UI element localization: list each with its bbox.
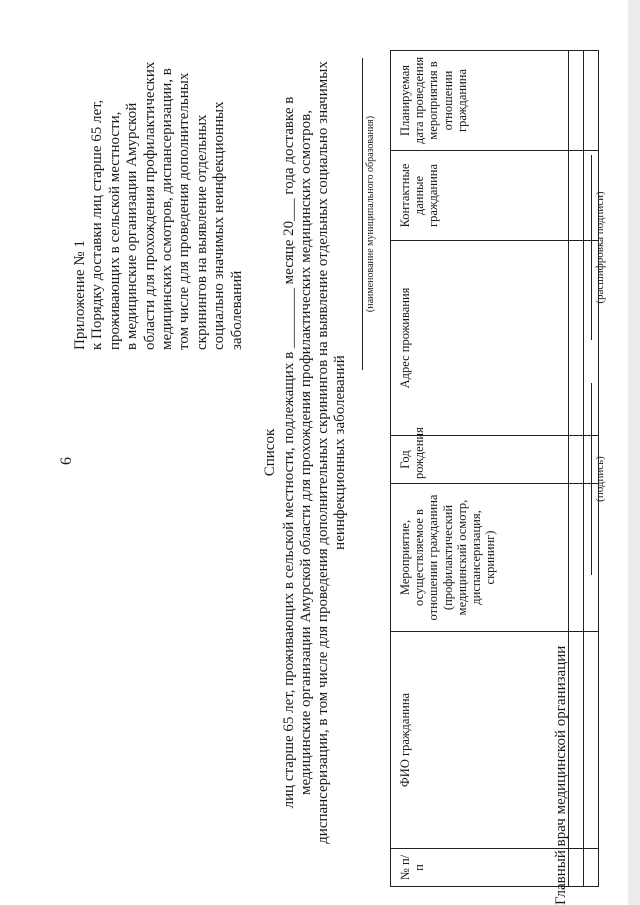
table-cell	[584, 849, 599, 887]
table-cell	[584, 51, 599, 151]
appendix-header	[72, 45, 246, 350]
table-cell	[569, 436, 584, 484]
appendix-line: заболеваний	[228, 270, 245, 350]
table-cell	[584, 632, 599, 849]
appendix-line: том числе для проведения дополнительных	[176, 72, 193, 350]
appendix-line: области для прохождения профилактических	[141, 61, 158, 350]
column-header-planned-date: Планируемая дата проведения мероприятия в отношении гражданина	[391, 51, 569, 151]
appendix-line: Приложение № 1	[72, 240, 88, 350]
signature-decoding-line	[591, 155, 592, 340]
table-row	[569, 51, 584, 887]
list-description-line: диспансеризации, в том числе для проведения дополнительных скринингов на выявление отдельных социально значимых	[315, 61, 331, 844]
chief-physician-label: Главный врач медицинской организации	[553, 645, 569, 905]
appendix-line: социально значимых неинфекционных	[211, 101, 228, 350]
table-cell	[569, 849, 584, 887]
appendix-line: скринингов на выявление отдельных	[193, 114, 210, 350]
column-header-contacts: Контактные данные гражданина	[391, 151, 569, 241]
table-header-row	[391, 51, 569, 887]
list-title: Список	[262, 428, 278, 477]
scan-edge-shadow	[628, 0, 640, 905]
column-header-number: № п/п	[391, 849, 569, 887]
column-header-address: Адрес проживания	[391, 241, 569, 436]
signature-line	[591, 383, 592, 575]
page-number: 6	[58, 457, 75, 465]
appendix-line: медицинских осмотров, диспансеризации, в	[159, 68, 176, 350]
column-header-procedure: Мероприятие, осуществляемое в отношении гражданина (профилактический медицинский осмотр, диспансеризация, скрининг)	[391, 484, 569, 632]
municipality-caption: (наименование муниципального образования)	[365, 115, 376, 313]
municipality-line	[362, 58, 363, 370]
table-cell	[569, 151, 584, 241]
table-cell	[569, 241, 584, 436]
list-description-line: лиц старше 65 лет, проживающих в сельской местности, подлежащих в ________ месяце 20___ года доставке в	[281, 96, 297, 809]
appendix-line: к Порядку доставки лиц старше 65 лет,	[89, 99, 106, 350]
column-header-full-name: ФИО гражданина	[391, 632, 569, 849]
list-description-line: неинфекционных заболеваний	[332, 355, 348, 550]
table-cell	[569, 484, 584, 632]
appendix-line: в медицинские организации Амурской	[124, 102, 141, 350]
list-description-line: медицинские организации Амурской области для прохождения профилактических медицинских осмотров,	[298, 109, 314, 796]
column-header-birth-year: Год рождения	[391, 436, 569, 484]
appendix-line: проживающих в сельской местности,	[106, 111, 123, 350]
signature-caption: (подпись)	[594, 456, 606, 502]
signature-decoding-caption: (расшифровка подписи)	[594, 191, 606, 304]
table-cell	[569, 632, 584, 849]
table-cell	[569, 51, 584, 151]
list-description	[281, 0, 349, 905]
